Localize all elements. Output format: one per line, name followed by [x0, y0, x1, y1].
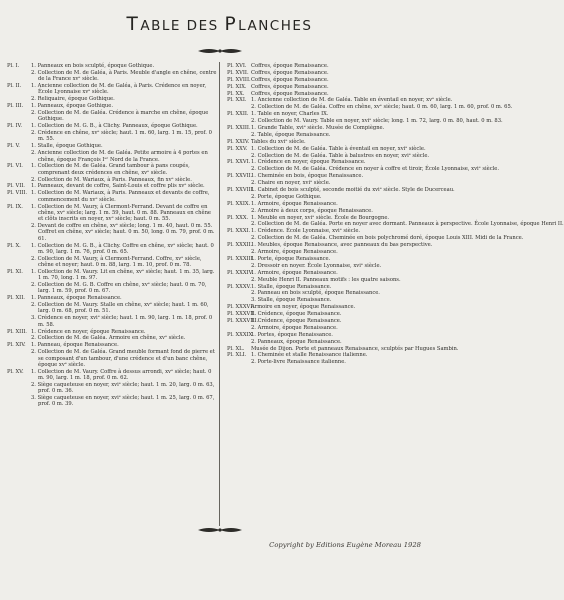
plate-description: 2. Chaire en noyer, xviᵉ siècle.	[251, 180, 331, 187]
plate-description: 2. Panneaux, époque Renaissance.	[251, 338, 342, 345]
plate-description: 1. Collection de M. Vaury, à Clermont-Ferrand. Devant de coffre en chêne, xvᵉ siècle; larg. 1 m. 59, haut. 0 m. 88. Panneaux en chêne et clôts inscrits en noyer, xvᵉ siècle; haut. 0 m. 55.	[31, 203, 211, 223]
plate-description: 1. Armoire, époque Renaissance.	[251, 269, 338, 276]
plate-description: 1. Portes, époque Renaissance.	[251, 331, 333, 338]
plate-number: Pl. XXXVII.	[227, 311, 257, 318]
plate-entry	[227, 256, 432, 270]
plate-description: 2. Collection de M. de Galéa, à Paris. Meuble d'angle en chêne, centre de la France xvᵉ siècle.	[31, 69, 217, 83]
plate-description: 2. Siège caqueteuse en noyer, xviᵉ siècle; haut. 1 m. 20, larg. 0 m. 63, prof. 0 m. 36.	[31, 381, 215, 395]
plate-description: Coffres, époque Renaissance.	[251, 90, 329, 97]
plate-number: Pl. XIX.	[227, 83, 247, 90]
plate-description: 1. Collection de M. de Galéa. Grand tambour à pans coupés, comprenant deux crédences en chêne, xvᵉ siècle.	[31, 163, 190, 176]
plate-entry	[7, 163, 217, 183]
fleuron-ornament-bottom	[0, 525, 439, 535]
plate-description: 2. Collection de M. Wariaux, à Paris. Panneaux, fin xvᵉ siècle.	[31, 176, 192, 183]
plate-entry	[7, 342, 217, 368]
plate-number: Pl. XL.	[227, 345, 245, 352]
plate-description: 2. Collection de M. de Galéa. Cheminée en bois polychromé doré, époque Louis XIII. Midi de la France.	[251, 235, 524, 242]
plate-number: Pl. XXX.	[227, 214, 249, 221]
plate-description: 1. Panneaux en bois sculpté, époque Gothique.	[31, 63, 155, 69]
plate-entry	[7, 295, 217, 328]
plate-entry	[7, 143, 217, 163]
plate-number: Pl. XV.	[7, 368, 24, 375]
plate-description: 2. Panneau en bois sculpté, époque Renaissance.	[251, 290, 380, 297]
plate-entry	[227, 270, 432, 284]
plate-description: 3. Crédence en noyer, xviᵉ siècle; haut. 1 m. 90, larg. 1 m. 18, prof. 0 m. 58.	[31, 315, 213, 328]
plate-entry	[227, 284, 432, 305]
plate-entry	[7, 329, 217, 343]
plate-description: 2. Crédence en chêne, xvᵉ siècle; haut. 1 m. 60, larg. 1 m. 15, prof. 0 m. 55.	[31, 130, 212, 143]
plate-description: 2. Collection de M. Vaury. Table en noyer, xviᵉ siècle; long. 1 m. 72, larg. 0 m. 80, haut. 0 m. 83.	[251, 118, 503, 125]
plate-description: 2. Collection de M. de Galéa. Table à balustres en noyer, xviᵉ siècle.	[251, 152, 430, 159]
plate-number: Pl. XXIX.	[227, 200, 251, 207]
plate-description: 2. Reliquaire, époque Gothique.	[31, 96, 115, 103]
plate-description: 1. Cheminée en bois, époque Renaissance.	[251, 173, 364, 180]
plate-number: Pl. XVII.	[227, 69, 249, 76]
plate-number: Pl. XXVII.	[227, 173, 253, 180]
plate-number: Pl. XX.	[227, 90, 245, 97]
plate-number: Pl. XXXVIII.	[227, 317, 259, 324]
plate-description: Armoire en noyer, époque Renaissance.	[251, 304, 356, 311]
plate-entry	[7, 83, 217, 103]
plate-number: Pl. XXV.	[227, 145, 248, 152]
plate-entry	[227, 228, 524, 242]
plate-number: Pl. XXVI.	[227, 159, 251, 166]
plate-description: 1. Crédence, époque Renaissance.	[251, 317, 342, 324]
plate-description: 1. Stalle, époque Renaissance.	[251, 283, 332, 290]
plate-description: 2. Collection de M. de Galéa. Crédence en noyer à coffre et tiroir, École Lyonnaise, xviᵉ siècle.	[251, 166, 499, 173]
plate-description: 2. Dressoir en noyer. École Lyonnaise, xviᵉ siècle.	[251, 262, 382, 269]
plate-description: 1. Crédence en noyer, époque Renaissance.	[31, 328, 146, 335]
plate-description: 2. Ancienne collection de M. de Galéa. Petite armoire à 4 portes en chêne, époque François Iᵉʳ Nord de la France.	[31, 150, 208, 163]
plate-number: Pl. I.	[7, 63, 20, 69]
plate-number: Pl. XXXV.	[227, 283, 252, 290]
plate-entry	[227, 70, 432, 77]
plate-number: Pl. XXI.	[227, 97, 247, 104]
plate-description: 1. Panneaux, devant de coffre, Saint-Louis et coffre plis xvᵉ siècle.	[31, 183, 205, 190]
plate-entry	[7, 243, 217, 269]
plate-number: Pl. XXIII.	[227, 125, 251, 132]
plates-list-left	[7, 63, 217, 408]
plate-description: 1. Collection de M. G. B., à Clichy. Panneaux, époque Gothique.	[31, 123, 198, 130]
plate-entry	[227, 187, 455, 201]
plate-description: 2. Collection de M. de Galéa. Coffre en chêne, xvᵉ siècle; haut. 0 m. 60, larg. 1 m. 60, prof. 0 m. 65.	[251, 104, 513, 111]
plate-description: 1. Meubles, époque Renaissance, avec panneaux du bas perspective.	[251, 242, 433, 249]
plate-description: Coffres, époque Renaissance.	[251, 83, 329, 90]
plate-number: Pl. VIII.	[7, 190, 27, 197]
plate-description: Coffres, époque Renaissance.	[251, 69, 329, 76]
plate-description: 1. Crédence. École Lyonnaise, xviᵉ siècle.	[251, 228, 361, 235]
plate-entry	[227, 111, 503, 125]
plate-description: 1. Meuble en noyer, xviᵉ siècle. École de Bourgogne.	[251, 214, 390, 221]
fleuron-ornament-top	[0, 46, 439, 56]
plate-description: 2. Collection de M. Vaury, à Clermont-Ferrand. Coffre, xvᵉ siècle, chêne et noyer; haut. 0 m. 88, larg. 1 m. 10, prof. 0 m. 78.	[31, 255, 202, 268]
plate-description: 1. Panneau, époque Renaissance.	[31, 342, 119, 349]
plate-description: 1. Collection de M. G. B., à Clichy. Coffre en chêne, xvᵉ siècle; haut. 0 m. 90, larg. 1 m. 76, prof. 0 m. 65.	[31, 242, 214, 255]
plate-number: Pl. VI.	[7, 163, 23, 170]
plate-description: 1. Collection de M. Vaury. Coffre à dessus arrondi, xvᵉ siècle; haut. 0 m. 90, larg. 1 m. 18, prof. 0 m. 62.	[31, 368, 212, 381]
plate-description: 2. Armoire, époque Renaissance.	[251, 324, 338, 331]
page-title: TABLE DES PLANCHES	[126, 14, 313, 35]
plate-number: Pl. V.	[7, 143, 20, 150]
plate-entry	[227, 201, 432, 215]
plate-number: Pl. XVI.	[227, 63, 247, 69]
plate-number: Pl. XXXIV.	[227, 269, 254, 276]
plate-description: 1. Collection de M. de Galéa. Table à éventail en noyer, xviᵉ siècle.	[251, 145, 426, 152]
plate-description: 1. Cheminée et stalle Renaissance italienne.	[251, 352, 368, 359]
plate-number: Pl. XXXIII.	[227, 255, 255, 262]
plate-description: Coffres, époque Renaissance.	[251, 76, 329, 83]
plate-number: Pl. XXXI.	[227, 228, 251, 235]
plate-entry	[7, 63, 217, 83]
plate-number: Pl. IX.	[7, 203, 23, 210]
plate-number: Pl. VII.	[7, 183, 25, 190]
plate-description: Musée de Dijon. Porte et panneaux Renaissance, sculptés par Hugues Sambin.	[251, 345, 459, 352]
plate-description: 2. Porte-livre Renaissance italienne.	[251, 359, 346, 366]
plate-description: 2. Table, époque Renaissance.	[251, 131, 331, 138]
plate-entry	[227, 139, 432, 146]
plate-number: Pl. X.	[7, 242, 21, 249]
plate-description: 2. Devant de coffre en chêne, xvᵉ siècle; long. 1 m. 40, haut. 0 m. 55. Coffret en chêne, xvᵉ siècle; haut. 0 m. 50, long. 0 m. 79, prof. 0 m. 61.	[31, 223, 215, 242]
plate-entry	[7, 269, 217, 295]
plate-description: 1. Panneaux, époque Gothique.	[31, 103, 113, 110]
plate-entry	[7, 103, 217, 123]
plate-description: 2. Meuble Henri II. Panneaux motifs : les quatre saisons.	[251, 276, 401, 283]
plate-entry	[227, 63, 432, 70]
plate-entry	[227, 332, 432, 346]
plate-description: 1. Collection de M. Vaury. Lit en chêne, xvᵉ siècle; haut. 1 m. 35, larg. 1 m. 70, long. 1 m. 97.	[31, 268, 215, 282]
plate-entry	[227, 311, 432, 318]
plate-description: 2. Collection de M. G. B. Coffre en chêne, xvᵉ siècle; haut. 0 m. 70, larg. 1 m. 59, prof. 0 m. 67.	[31, 282, 207, 295]
plate-number: Pl. XLI.	[227, 352, 247, 359]
plate-description: 2. Armoire à deux corps, époque Renaissance.	[251, 207, 373, 214]
plates-list-right	[227, 63, 564, 366]
plate-description: 3. Siège caqueteuse en noyer, xviᵉ siècle; haut. 1 m. 25, larg. 0 m. 67, prof. 0 m. 39.	[31, 395, 215, 408]
plate-entry	[227, 318, 432, 332]
plate-entry	[227, 242, 432, 256]
plate-description: 1. Armoire, époque Renaissance.	[251, 200, 338, 207]
plate-entry	[227, 159, 499, 173]
plate-description: 1. Ancienne collection de M. de Galéa, à Paris. Crédence en noyer, École Lyonnaise xvᵉ siècle.	[31, 83, 207, 96]
plate-number: Pl. XXXVI.	[227, 304, 254, 311]
plate-description: 1. Grande Table, xviᵉ siècle. Musée de Compiègne.	[251, 125, 385, 132]
plate-number: Pl. XXVIII.	[227, 187, 255, 194]
plate-description: 2. Collection de M. de Galéa. Armoire en chêne, xvᵉ siècle.	[31, 335, 186, 342]
plate-description: Coffres, époque Renaissance.	[251, 63, 329, 69]
plate-description: 2. Collection de M. de Galéa. Crédence à marche en chêne, époque Gothique.	[31, 110, 209, 123]
plate-description: 1. Table en noyer, Charles IX.	[251, 111, 329, 118]
plate-entry	[227, 214, 564, 229]
plate-entry	[227, 97, 513, 111]
copyright-footer: Copyright by Editions Eugène Moreau 1928	[269, 541, 421, 549]
plate-entry	[7, 123, 217, 143]
plate-number: Pl. XI.	[7, 268, 23, 275]
plate-number: Pl. XXXIX.	[227, 331, 254, 338]
plate-entry	[227, 173, 432, 187]
plate-number: Pl. XVIII.	[227, 76, 251, 83]
plate-number: Pl. XXIV.	[227, 138, 250, 145]
plate-entry	[227, 125, 432, 139]
plate-description: 1. Cabinet de bois sculpté, seconde moitié du xviᵉ siècle. Style de Ducerceau.	[251, 187, 455, 194]
plate-entry	[227, 146, 432, 160]
plate-description: 2. Collection de M. de Galéa. Grand meuble formant fond de pierre et se composant d'un tambour, d'une crédence et d'un banc chêne, époque xvᵉ siècle.	[31, 349, 215, 368]
plate-number: Pl. III.	[7, 103, 24, 110]
plate-description: 2. Armoire, époque Renaissance.	[251, 249, 338, 256]
plate-number: Pl. II.	[7, 83, 22, 90]
plate-number: Pl. XIV.	[7, 342, 26, 349]
plate-number: Pl. XIII.	[7, 328, 27, 335]
plate-number: Pl. XXXII.	[227, 242, 253, 249]
plate-number: Pl. XII.	[7, 295, 25, 302]
plate-entry	[7, 190, 217, 203]
plate-description: 1. Crédence, époque Renaissance.	[251, 311, 342, 318]
plate-description: 1. Panneaux, époque Renaissance.	[31, 295, 122, 302]
plate-description: 3. Stalle, époque Renaissance.	[251, 297, 332, 304]
plate-description: 2. Collection de M. de Galéa. Porte en noyer avec dormant. Panneaux à perspective. École Lyonnaise, époque Henri II.	[251, 221, 564, 228]
plate-description: 1. Crédence en noyer, époque Renaissance.	[251, 159, 366, 166]
plate-description: 2. Porte, époque Gothique.	[251, 193, 322, 200]
plate-description: 2. Collection de M. Vaury. Stalle en chêne, xvᵉ siècle; haut. 1 m. 60, larg. 0 m. 68, prof. 0 m. 51.	[31, 302, 209, 315]
plate-entry	[227, 77, 432, 84]
plate-description: 1. Collection de M. Wariaux, à Paris. Panneaux et devants de coffre, commencement du xvᵉ siècle.	[31, 190, 210, 203]
plate-number: Pl. XXII.	[227, 111, 249, 118]
plate-number: Pl. IV.	[7, 123, 22, 130]
column-divider	[219, 62, 220, 526]
plate-entry	[227, 84, 432, 91]
plate-entry	[227, 352, 432, 366]
plate-description: Tables du xviᵉ siècle.	[251, 138, 306, 145]
plate-description: 1. Ancienne collection de M. de Galéa. Table en éventail en noyer, xvᵉ siècle.	[251, 97, 453, 104]
plate-description: 1. Porte, époque Renaissance.	[251, 255, 331, 262]
plate-entry	[7, 369, 217, 409]
plate-description: 1. Stalle, époque Gothique.	[31, 143, 103, 150]
plate-entry	[7, 204, 217, 243]
